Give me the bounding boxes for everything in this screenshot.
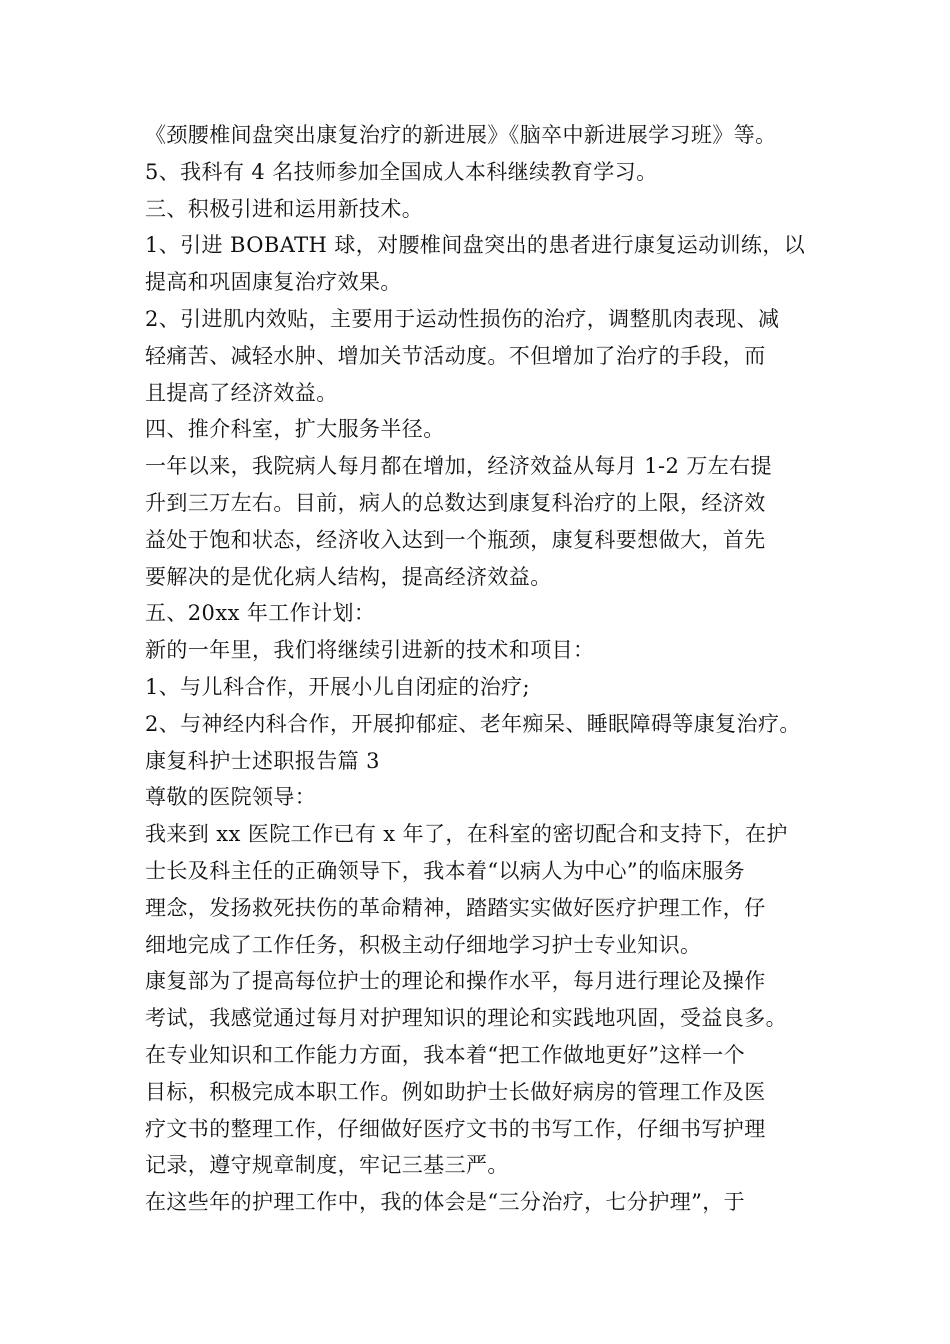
text-line: 1、引进 BOBATH 球，对腰椎间盘突出的患者进行康复运动训练，以	[145, 233, 806, 258]
text-line: 理念，发扬救死扶伤的革命精神，踏踏实实做好医疗护理工作，仔	[145, 895, 766, 920]
text-line: 要解决的是优化病人结构，提高经济效益。	[145, 564, 552, 589]
text-line: 士长及科主任的正确领导下，我本着“以病人为中心”的临床服务	[145, 858, 746, 883]
article-title: 康复科护士述职报告篇 3	[145, 748, 380, 773]
salutation: 尊敬的医院领导：	[145, 785, 317, 810]
text-line: 益处于饱和状态，经济收入达到一个瓶颈，康复科要想做大，首先	[145, 527, 766, 552]
text-line: 5、我科有 4 名技师参加全国成人本科继续教育学习。	[145, 159, 658, 184]
section-heading: 四、推介科室，扩大服务半径。	[145, 417, 445, 442]
text-line: 我来到 xx 医院工作已有 x 年了，在科室的密切配合和支持下，在护	[145, 822, 788, 847]
document-body	[145, 117, 825, 1221]
text-line: 1、与儿科合作，开展小儿自闭症的治疗;	[145, 674, 531, 699]
text-line: 细地完成了工作任务，积极主动仔细地学习护士专业知识。	[145, 932, 702, 957]
text-line: 2、引进肌内效贴，主要用于运动性损伤的治疗，调整肌肉表现、减	[145, 306, 780, 331]
text-line: 升到三万左右。目前，病人的总数达到康复科治疗的上限，经济效	[145, 490, 766, 515]
text-line: 一年以来，我院病人每月都在增加，经济效益从每月 1-2 万左右提	[145, 454, 772, 479]
text-line: 疗文书的整理工作，仔细做好医疗文书的书写工作，仔细书写护理	[145, 1116, 766, 1141]
text-line: 记录，遵守规章制度，牢记三基三严。	[145, 1153, 509, 1178]
text-line: 轻痛苦、减轻水肿、增加关节活动度。不但增加了治疗的手段，而	[145, 343, 766, 368]
section-heading: 三、积极引进和运用新技术。	[145, 196, 424, 221]
text-line: 提高和巩固康复治疗效果。	[145, 270, 402, 295]
section-heading: 五、20xx 年工作计划：	[145, 601, 376, 626]
text-line: 考试，我感觉通过每月对护理知识的理论和实践地巩固，受益良多。	[145, 1006, 787, 1031]
text-line: 目标，积极完成本职工作。例如助护士长做好病房的管理工作及医	[145, 1079, 766, 1104]
text-line: 且提高了经济效益。	[145, 380, 338, 405]
text-line: 新的一年里，我们将继续引进新的技术和项目：	[145, 638, 595, 663]
text-line: 在专业知识和工作能力方面，我本着“把工作做地更好”这样一个	[145, 1042, 746, 1067]
text-line: 康复部为了提高每位护士的理论和操作水平，每月进行理论及操作	[145, 969, 766, 994]
text-line: 在这些年的护理工作中，我的体会是“三分治疗，七分护理”，于	[145, 1190, 746, 1215]
text-line: 《颈腰椎间盘突出康复治疗的新进展》《脑卒中新进展学习班》等。	[145, 123, 777, 147]
text-line: 2、与神经内科合作，开展抑郁症、老年痴呆、睡眠障碍等康复治疗。	[145, 711, 801, 736]
